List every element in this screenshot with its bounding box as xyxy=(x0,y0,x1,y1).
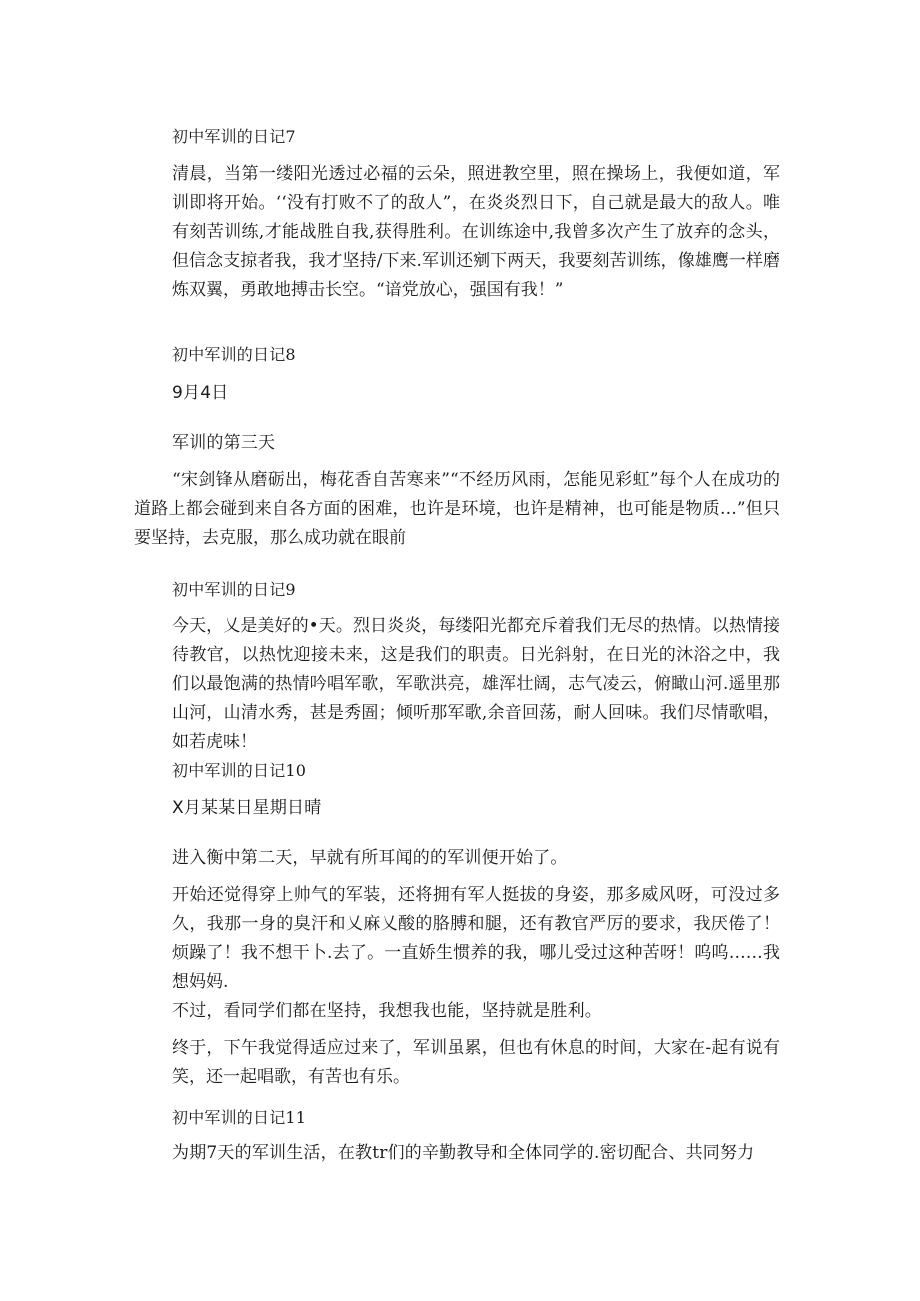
entry-heading: 初中军训的日记7 xyxy=(172,127,296,146)
entry-paragraph: 为期7天的军训生活，在教tr们的辛勤教导和全体同学的.密切配合、共同努力 xyxy=(172,1143,755,1163)
entry-heading: 初中军训的日记10 xyxy=(172,761,307,780)
entry-subtitle: 军训的第三天 xyxy=(172,433,276,453)
entry-heading: 初中军训的日记9 xyxy=(172,580,296,599)
entry-paragraph: 不过，看同学们都在坚持，我想我也能，坚持就是胜利。 xyxy=(172,1001,602,1021)
entry-date: X月某某日星期日晴 xyxy=(172,798,322,818)
entry-heading: 初中军训的日记11 xyxy=(172,1108,307,1127)
entry-heading: 初中军训的日记8 xyxy=(172,345,296,364)
entry-paragraph: 清晨，当第一缕阳光透过必福的云朵，照进教空里，照在操场上，我便如道，军训即将开始。‘‘没有打败不了的敌人”，在炎炎烈日下，自己就是最大的敌人。唯有刻苦训练,才能战胜自我,获得胜利。在训练途中,我曾多次产生了放弃的念头，但信念支掠者我，我才坚持/下来.军训还剜下两天，我要刻苦训练，像雄鹰一样磨炼双翼，勇敢地搏击长空。“谙党放心，强国有我！” xyxy=(172,164,780,300)
entry-paragraph: 今天，乂是美好的•天。烈日炎炎，每缕阳光都充斥着我们无尽的热情。以热情接待教官，以热忱迎接未来，这是我们的职责。日光斜射，在日光的沐浴之中，我们以最饱满的热情吟唱军歌，军歌洪亮，雄浑壮阔，志气凌云，俯瞰山河.遥里那山河，山清水秀，甚是秀圄；倾听那军歌,余音回荡，耐人回味。我们尽情歌唱，如若虎味！ xyxy=(172,616,780,752)
entry-date: 9月4日 xyxy=(172,383,229,403)
entry-paragraph: 开始还觉得穿上帅气的军装，还将拥有军人挺拔的身姿，那多威风呀，可没过多久，我那一身的臭汗和乂麻乂酸的胳膊和腿，还有教官严厉的要求，我厌倦了！烦躁了！我不想干卜.去了。一直娇生惯养的我，哪儿受过这种苦呀！呜呜……我想妈妈. xyxy=(172,885,780,992)
entry-paragraph: 进入衡中第二天，早就有所耳闻的的军训便开始了。 xyxy=(172,848,568,868)
entry-paragraph: “宋剑锋从磨砺出，梅花香自苦寒来”“不经历风雨，怎能见彩虹”每个人在成功的道路上都会碰到来自各方面的困难，也许是环境，也许是精神，也可能是物质…”但只要坚持，去克服，那么成功就在眼前 xyxy=(134,470,780,548)
entry-paragraph: 终于，下午我觉得适应过来了，军训虽累，但也有休息的时间，大家在-起有说有笑，还一起唱歌，有苦也有乐。 xyxy=(172,1038,780,1087)
